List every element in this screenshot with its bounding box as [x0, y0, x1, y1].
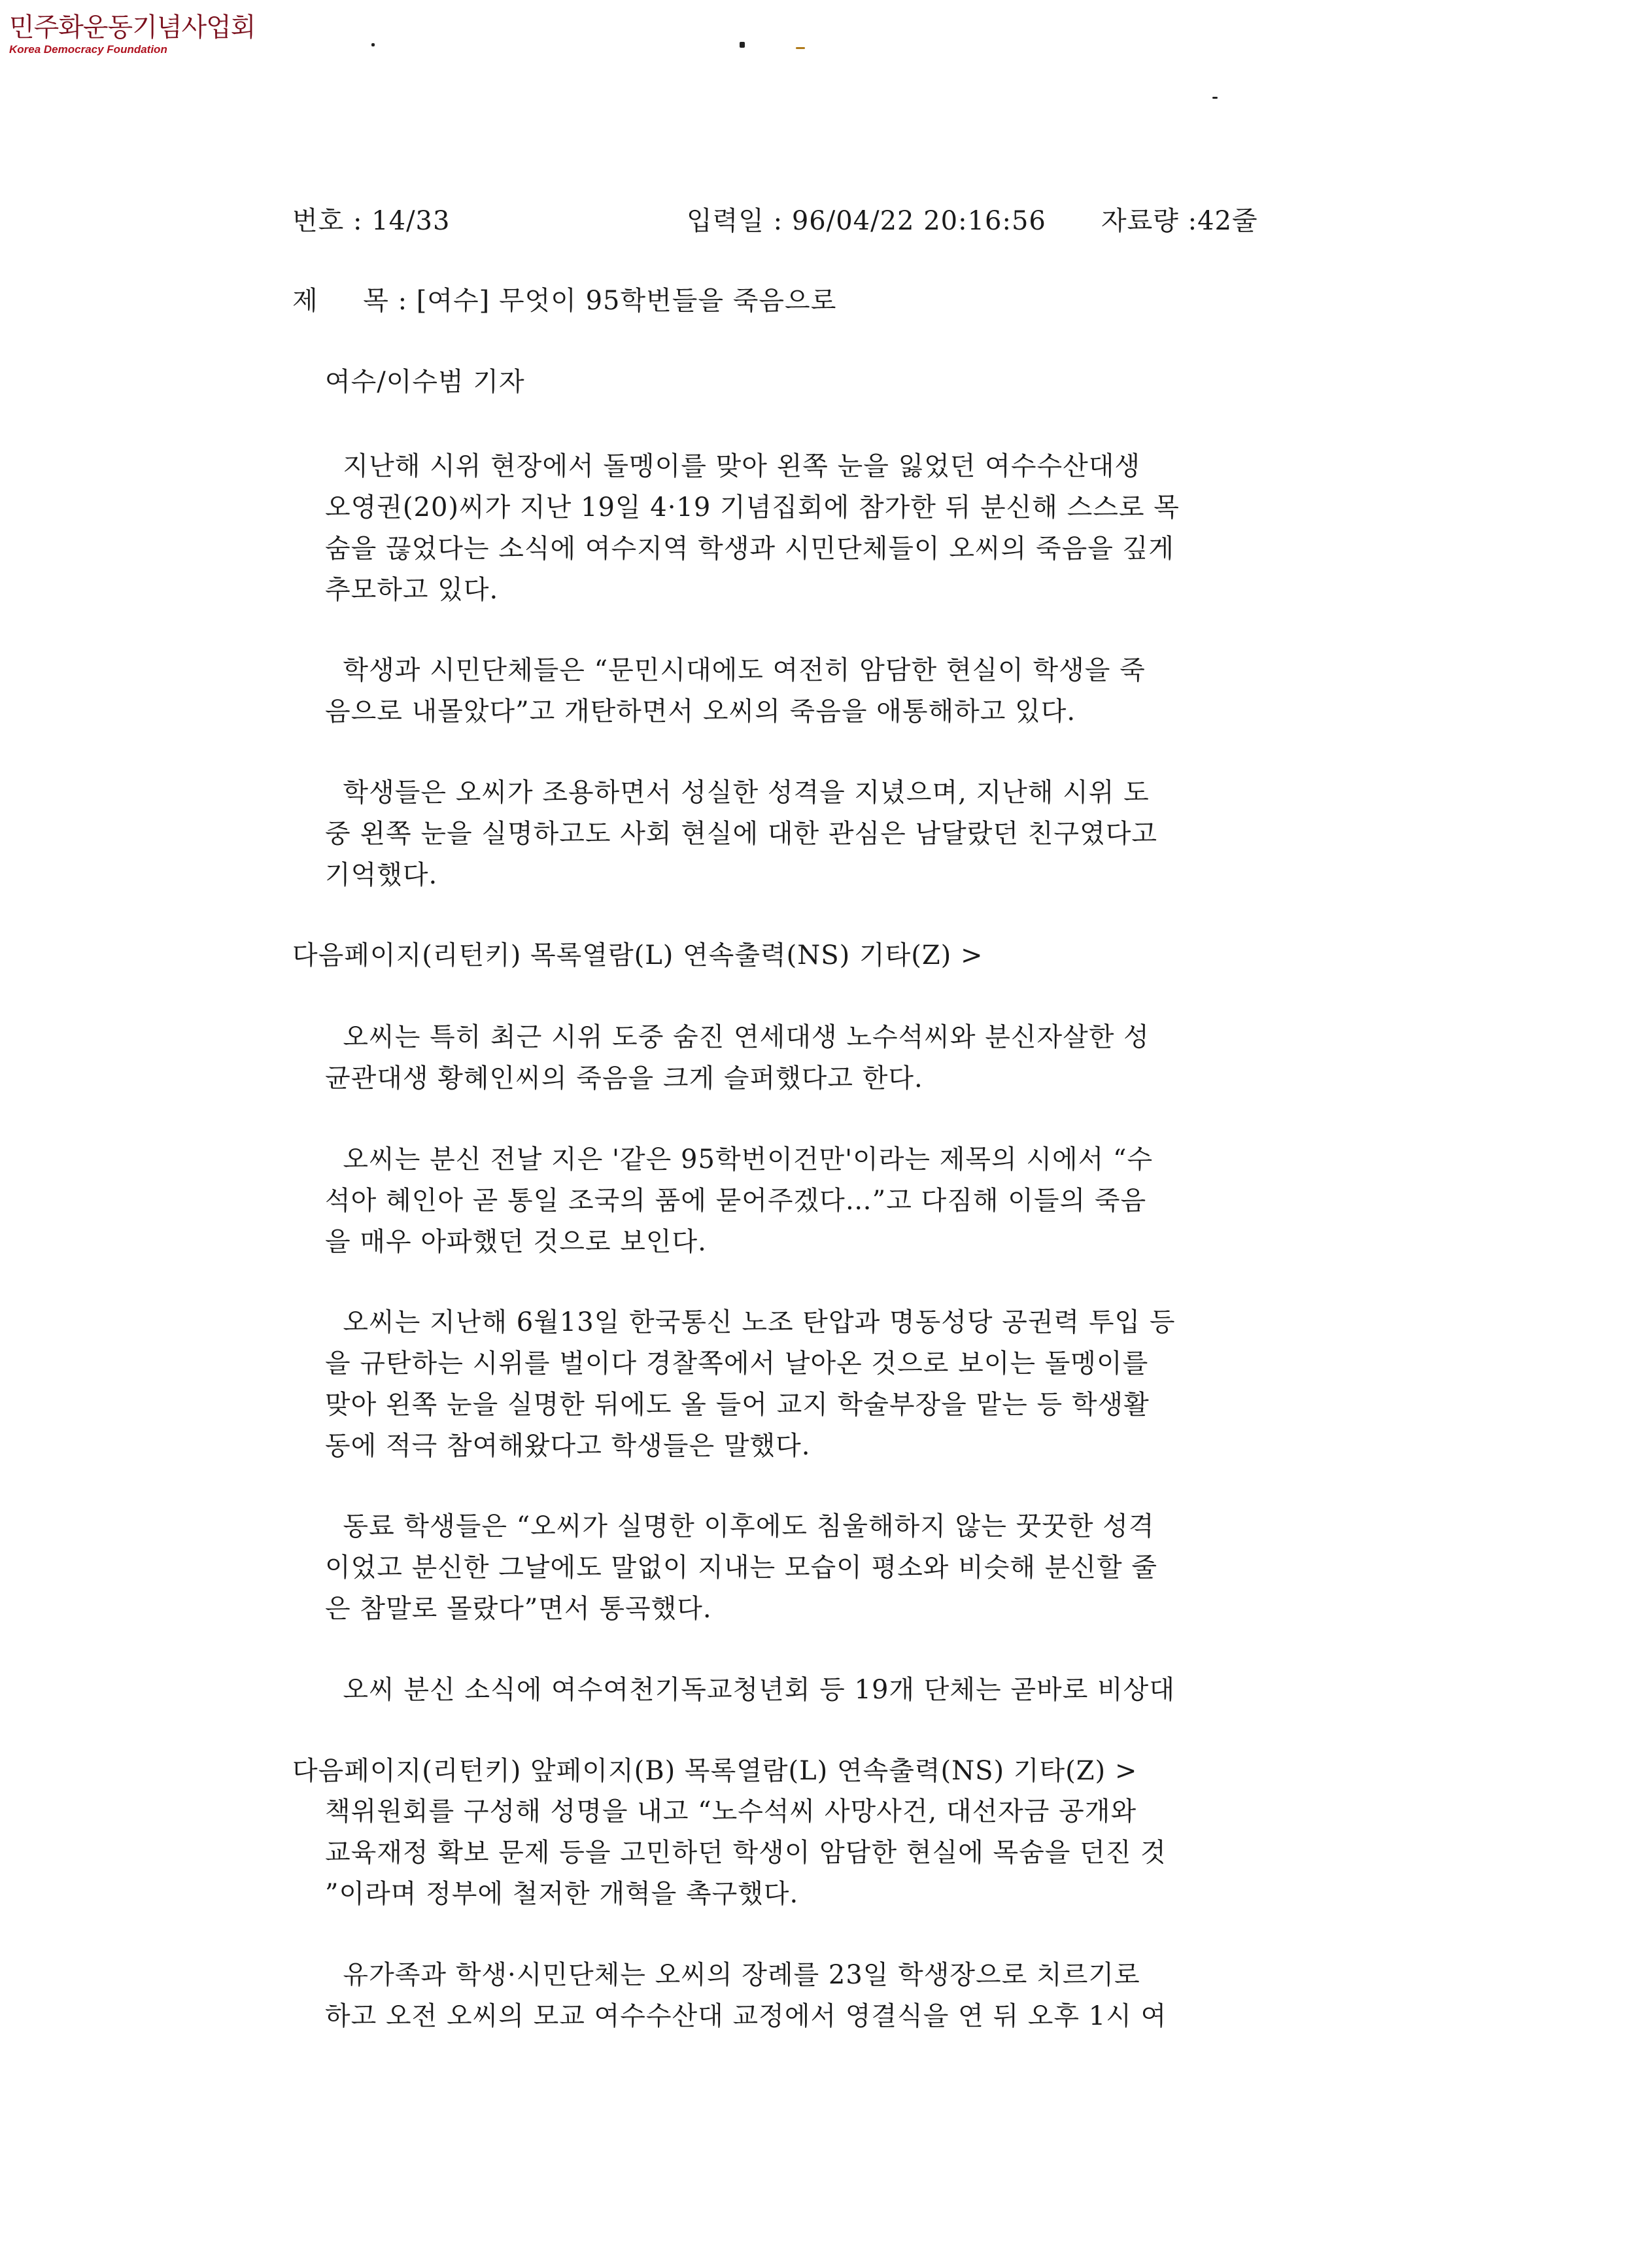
scan-speck — [371, 43, 375, 46]
logo-korean-text: 민주화운동기념사업회 — [9, 12, 256, 43]
logo-english-text: Korea Democracy Foundation — [9, 43, 167, 56]
body-line: 이었고 분신한 그날에도 말없이 지내는 모습이 평소와 비슷해 분신할 줄 — [325, 1553, 1157, 1583]
scan-speck — [1212, 97, 1218, 99]
body-line: ”이라며 정부에 철저한 개혁을 촉구했다. — [325, 1879, 799, 1909]
page-nav-prompt: 다음페이지(리턴키) 앞페이지(B) 목록열람(L) 연속출력(NS) 기타(Z) > — [292, 1756, 1138, 1786]
body-line: 교육재정 확보 문제 등을 고민하던 학생이 암담한 현실에 목숨을 던진 것 — [325, 1838, 1167, 1868]
body-line: 을 매우 아파했던 것으로 보인다. — [325, 1227, 707, 1257]
body-line: 맞아 왼쪽 눈을 실명한 뒤에도 올 들어 교지 학술부장을 맡는 등 학생활 — [325, 1390, 1150, 1420]
body-line: 숨을 끊었다는 소식에 여수지역 학생과 시민단체들이 오씨의 죽음을 깊게 — [325, 534, 1174, 564]
body-line: 동료 학생들은 “오씨가 실명한 이후에도 침울해하지 않는 꿋꿋한 성격 — [325, 1511, 1155, 1541]
entry-date: 입력일 : 96/04/22 20:16:56 — [687, 206, 1046, 236]
article-byline: 여수/이수범 기자 — [325, 367, 525, 397]
body-line: 은 참말로 몰랐다”면서 통곡했다. — [325, 1594, 712, 1624]
foundation-logo — [9, 12, 255, 56]
body-line: 기억했다. — [325, 860, 438, 890]
body-line: 학생과 시민단체들은 “문민시대에도 여전히 암담한 현실이 학생을 죽 — [325, 655, 1146, 685]
body-line: 오씨 분신 소식에 여수여천기독교청년회 등 19개 단체는 곧바로 비상대 — [325, 1675, 1175, 1705]
body-line: 학생들은 오씨가 조용하면서 성실한 성격을 지녔으며, 지난해 시위 도 — [325, 778, 1150, 808]
body-line: 동에 적극 참여해왔다고 학생들은 말했다. — [325, 1431, 811, 1461]
body-line: 책위원회를 구성해 성명을 내고 “노수석씨 사망사건, 대선자금 공개와 — [325, 1796, 1137, 1827]
scan-speck — [740, 42, 745, 48]
body-line: 중 왼쪽 눈을 실명하고도 사회 현실에 대한 관심은 남달랐던 친구였다고 — [325, 819, 1157, 849]
record-number: 번호 : 14/33 — [292, 206, 451, 236]
body-line: 음으로 내몰았다”고 개탄하면서 오씨의 죽음을 애통해하고 있다. — [325, 696, 1076, 727]
body-line: 하고 오전 오씨의 모교 여수수산대 교정에서 영결식을 연 뒤 오후 1시 여 — [325, 2001, 1167, 2031]
body-line: 균관대생 황혜인씨의 죽음을 크게 슬퍼했다고 한다. — [325, 1063, 923, 1093]
body-line: 지난해 시위 현장에서 돌멩이를 맞아 왼쪽 눈을 잃었던 여수수산대생 — [325, 451, 1141, 481]
data-volume: 자료량 :42줄 — [1101, 206, 1258, 236]
body-line: 을 규탄하는 시위를 벌이다 경찰쪽에서 날아온 것으로 보이는 돌멩이를 — [325, 1349, 1149, 1379]
page-nav-prompt: 다음페이지(리턴키) 목록열람(L) 연속출력(NS) 기타(Z) > — [292, 940, 984, 971]
body-line: 오영권(20)씨가 지난 19일 4·19 기념집회에 참가한 뒤 분신해 스스로 목 — [325, 492, 1180, 523]
body-line: 석아 혜인아 곧 통일 조국의 품에 묻어주겠다…”고 다짐해 이들의 죽음 — [325, 1186, 1147, 1216]
scan-speck — [796, 47, 805, 49]
body-line: 유가족과 학생·시민단체는 오씨의 장례를 23일 학생장으로 치르기로 — [325, 1960, 1140, 1990]
body-line: 오씨는 지난해 6월13일 한국통신 노조 탄압과 명동성당 공권력 투입 등 — [325, 1307, 1176, 1337]
article-title: 제 목 : [여수] 무엇이 95학번들을 죽음으로 — [292, 286, 837, 316]
body-line: 오씨는 분신 전날 지은 '같은 95학번이건만'이라는 제목의 시에서 “수 — [325, 1144, 1154, 1175]
body-line: 추모하고 있다. — [325, 575, 499, 605]
body-line: 오씨는 특히 최근 시위 도중 숨진 연세대생 노수석씨와 분신자살한 성 — [325, 1022, 1150, 1052]
